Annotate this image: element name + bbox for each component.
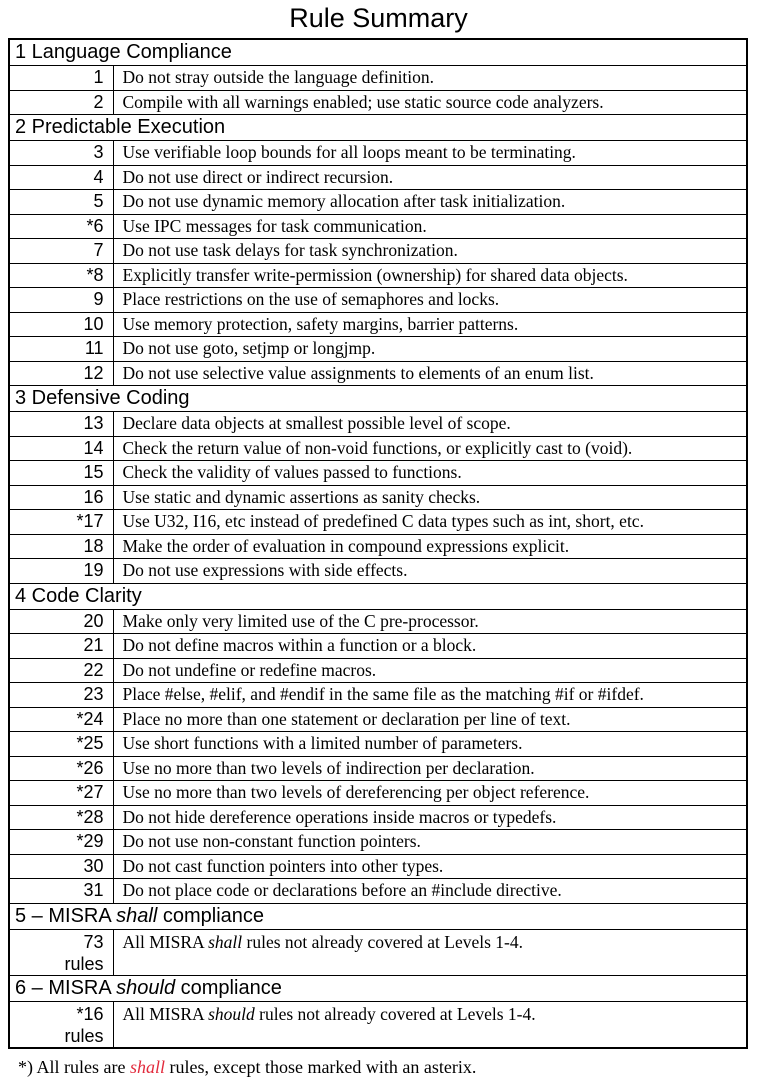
rule-summary-table [8,38,748,1049]
rule-number: *8 [9,263,113,288]
rule-row [9,337,747,362]
rule-row [9,66,747,91]
rule-text: Do not use task delays for task synchronization. [113,239,747,264]
rule-number: *28 [9,805,113,830]
rule-text: Do not use direct or indirect recursion. [113,165,747,190]
rule-row [9,756,747,781]
rule-number: 4 [9,165,113,190]
rule-number: 14 [9,436,113,461]
rule-number: 12 [9,361,113,386]
rule-row [9,609,747,634]
rule-row [9,879,747,904]
rule-text: All MISRA shall rules not already covered at Levels 1-4. [113,929,747,975]
rule-number: 2 [9,90,113,115]
section-header: 2 Predictable Execution [9,115,747,141]
rule-text: Do not use goto, setjmp or longjmp. [113,337,747,362]
rule-text: Do not undefine or redefine macros. [113,658,747,683]
rule-number: 21 [9,634,113,659]
rule-number: 16 [9,485,113,510]
section-header-row [9,583,747,609]
rule-row [9,141,747,166]
rule-row [9,239,747,264]
rule-row [9,263,747,288]
section-header-row [9,903,747,929]
rule-row [9,658,747,683]
rule-number: *25 [9,732,113,757]
rule-row [9,436,747,461]
rule-number: *6 [9,214,113,239]
rule-number: 22 [9,658,113,683]
rule-text: Declare data objects at smallest possible level of scope. [113,412,747,437]
rule-row [9,929,747,975]
footnote: *) All rules are shall rules, except those marked with an asterix. [18,1056,477,1077]
rule-text: Use no more than two levels of indirection per declaration. [113,756,747,781]
rule-number-sub: rules [64,1025,104,1046]
rule-number: 73 rules [9,929,113,975]
page-title: Rule Summary [289,3,468,33]
rule-number: 10 [9,312,113,337]
rule-text: Do not define macros within a function or a block. [113,634,747,659]
rule-number: 23 [9,683,113,708]
rule-row [9,683,747,708]
rule-number: *26 [9,756,113,781]
rule-row [9,634,747,659]
rule-text: Check the return value of non-void functions, or explicitly cast to (void). [113,436,747,461]
rule-row [9,165,747,190]
rule-row [9,707,747,732]
section-header: 1 Language Compliance [9,39,747,66]
rule-number: 9 [9,288,113,313]
rule-number: 3 [9,141,113,166]
rule-text: Check the validity of values passed to functions. [113,461,747,486]
rule-text: Compile with all warnings enabled; use static source code analyzers. [113,90,747,115]
rule-row [9,190,747,215]
rule-row [9,1001,747,1048]
rule-row [9,805,747,830]
rule-text: Use memory protection, safety margins, barrier patterns. [113,312,747,337]
rule-text: Make the order of evaluation in compound expressions explicit. [113,534,747,559]
footnote-emphasis: shall [129,1056,165,1077]
rule-row [9,830,747,855]
rule-number: 19 [9,559,113,584]
rule-number: 20 [9,609,113,634]
rule-row [9,854,747,879]
rule-row [9,485,747,510]
rule-row [9,214,747,239]
section-header-row [9,975,747,1001]
rule-number: 7 [9,239,113,264]
rule-text: Use static and dynamic assertions as sanity checks. [113,485,747,510]
rule-text: Explicitly transfer write-permission (ownership) for shared data objects. [113,263,747,288]
rule-number: *27 [9,781,113,806]
rule-text: Use short functions with a limited number of parameters. [113,732,747,757]
rule-row [9,559,747,584]
rule-number: *17 [9,510,113,535]
rule-text: Do not cast function pointers into other types. [113,854,747,879]
rule-text: Make only very limited use of the C pre-processor. [113,609,747,634]
rule-row [9,412,747,437]
rule-number: 31 [9,879,113,904]
rule-number: 1 [9,66,113,91]
rule-number-sub: rules [64,953,104,974]
rule-number: 13 [9,412,113,437]
rule-text: Do not use selective value assignments to elements of an enum list. [113,361,747,386]
section-header: 3 Defensive Coding [9,386,747,412]
rule-row [9,288,747,313]
rule-number: 30 [9,854,113,879]
rule-text: Do not place code or declarations before an #include directive. [113,879,747,904]
rule-text: Use no more than two levels of dereferencing per object reference. [113,781,747,806]
rule-text: Place no more than one statement or declaration per line of text. [113,707,747,732]
rule-text: Do not hide dereference operations inside macros or typedefs. [113,805,747,830]
rule-row [9,732,747,757]
rule-row [9,510,747,535]
rule-text: Do not use non-constant function pointers. [113,830,747,855]
rule-number: *16 rules [9,1001,113,1048]
rule-number: *29 [9,830,113,855]
rule-text: Do not use dynamic memory allocation after task initialization. [113,190,747,215]
rule-text: Do not use expressions with side effects. [113,559,747,584]
rule-row [9,361,747,386]
rule-text: Use verifiable loop bounds for all loops meant to be terminating. [113,141,747,166]
section-header-row [9,39,747,66]
rule-row [9,534,747,559]
rule-text: Place restrictions on the use of semaphores and locks. [113,288,747,313]
section-header: 6 – MISRA should compliance [9,975,747,1001]
rule-number: 18 [9,534,113,559]
rule-text: Use U32, I16, etc instead of predefined C data types such as int, short, etc. [113,510,747,535]
rule-number: 11 [9,337,113,362]
rule-row [9,461,747,486]
rule-text: All MISRA should rules not already covered at Levels 1-4. [113,1001,747,1048]
section-header: 4 Code Clarity [9,583,747,609]
section-header: 5 – MISRA shall compliance [9,903,747,929]
rule-number: 5 [9,190,113,215]
rule-text: Use IPC messages for task communication. [113,214,747,239]
section-header-row [9,115,747,141]
rule-number: 15 [9,461,113,486]
rule-text: Place #else, #elif, and #endif in the same file as the matching #if or #ifdef. [113,683,747,708]
rule-row [9,90,747,115]
rule-row [9,312,747,337]
rule-row [9,781,747,806]
rule-text: Do not stray outside the language definition. [113,66,747,91]
rule-number: *24 [9,707,113,732]
section-header-row [9,386,747,412]
